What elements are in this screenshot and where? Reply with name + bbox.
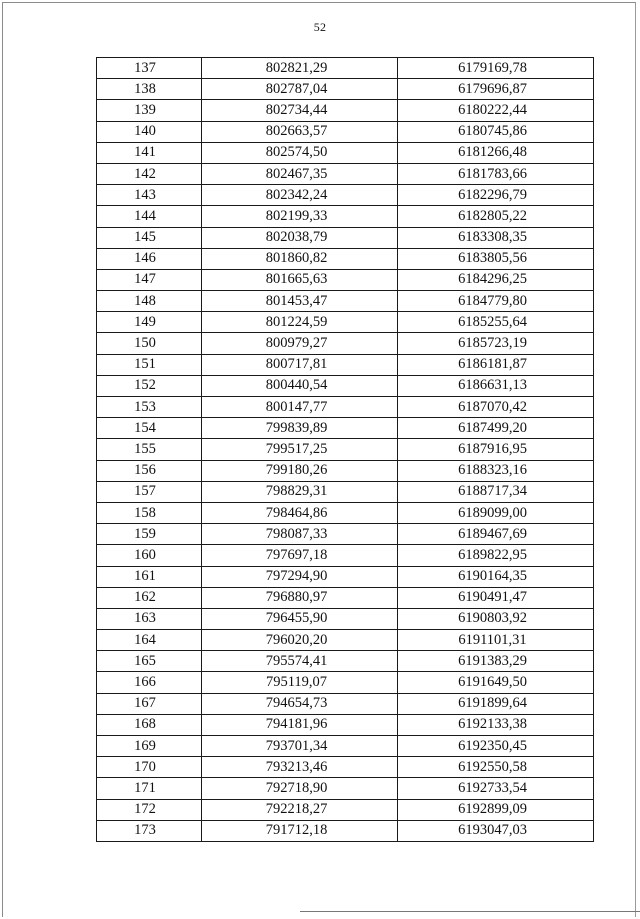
y-coordinate-cell: 6190164,35 [398, 566, 594, 587]
point-number-cell: 160 [97, 545, 202, 566]
y-coordinate-cell: 6189822,95 [398, 545, 594, 566]
y-coordinate-cell: 6187916,95 [398, 439, 594, 460]
y-coordinate-cell: 6181266,48 [398, 142, 594, 163]
x-coordinate-cell: 802574,50 [202, 142, 398, 163]
x-coordinate-cell: 800147,77 [202, 397, 398, 418]
y-coordinate-cell: 6191101,31 [398, 630, 594, 651]
point-number-cell: 150 [97, 333, 202, 354]
table-row [97, 820, 594, 841]
page-number: 52 [313, 20, 327, 34]
point-number-cell: 140 [97, 121, 202, 142]
y-coordinate-cell: 6189467,69 [398, 524, 594, 545]
point-number-cell: 147 [97, 269, 202, 290]
x-coordinate-cell: 801665,63 [202, 269, 398, 290]
table-row [97, 163, 594, 184]
point-number-cell: 172 [97, 799, 202, 820]
point-number-cell: 166 [97, 672, 202, 693]
table-row [97, 778, 594, 799]
point-number-cell: 158 [97, 502, 202, 523]
table-row [97, 312, 594, 333]
y-coordinate-cell: 6192899,09 [398, 799, 594, 820]
x-coordinate-cell: 796455,90 [202, 608, 398, 629]
table-row [97, 206, 594, 227]
x-coordinate-cell: 802199,33 [202, 206, 398, 227]
table-row [97, 354, 594, 375]
y-coordinate-cell: 6186631,13 [398, 375, 594, 396]
x-coordinate-cell: 796020,20 [202, 630, 398, 651]
y-coordinate-cell: 6191649,50 [398, 672, 594, 693]
point-number-cell: 151 [97, 354, 202, 375]
y-coordinate-cell: 6192350,45 [398, 736, 594, 757]
x-coordinate-cell: 796880,97 [202, 587, 398, 608]
table-row [97, 460, 594, 481]
y-coordinate-cell: 6189099,00 [398, 502, 594, 523]
table-row [97, 608, 594, 629]
y-coordinate-cell: 6192733,54 [398, 778, 594, 799]
x-coordinate-cell: 798087,33 [202, 524, 398, 545]
point-number-cell: 167 [97, 693, 202, 714]
y-coordinate-cell: 6191899,64 [398, 693, 594, 714]
bottom-rule [300, 911, 640, 912]
x-coordinate-cell: 793701,34 [202, 736, 398, 757]
table-row [97, 651, 594, 672]
table-row [97, 79, 594, 100]
table-row [97, 757, 594, 778]
point-number-cell: 159 [97, 524, 202, 545]
point-number-cell: 157 [97, 481, 202, 502]
y-coordinate-cell: 6183805,56 [398, 248, 594, 269]
point-number-cell: 139 [97, 100, 202, 121]
y-coordinate-cell: 6184779,80 [398, 291, 594, 312]
point-number-cell: 156 [97, 460, 202, 481]
table-row [97, 100, 594, 121]
table-row [97, 185, 594, 206]
point-number-cell: 137 [97, 58, 202, 79]
table-row [97, 799, 594, 820]
table-row [97, 142, 594, 163]
x-coordinate-cell: 799180,26 [202, 460, 398, 481]
table-row [97, 121, 594, 142]
y-coordinate-cell: 6188323,16 [398, 460, 594, 481]
point-number-cell: 162 [97, 587, 202, 608]
x-coordinate-cell: 802821,29 [202, 58, 398, 79]
x-coordinate-cell: 799839,89 [202, 418, 398, 439]
x-coordinate-cell: 793213,46 [202, 757, 398, 778]
point-number-cell: 171 [97, 778, 202, 799]
x-coordinate-cell: 801860,82 [202, 248, 398, 269]
y-coordinate-cell: 6185723,19 [398, 333, 594, 354]
table-row [97, 269, 594, 290]
y-coordinate-cell: 6183308,35 [398, 227, 594, 248]
coordinates-table [96, 57, 594, 842]
x-coordinate-cell: 797697,18 [202, 545, 398, 566]
table-row [97, 397, 594, 418]
y-coordinate-cell: 6192550,58 [398, 757, 594, 778]
y-coordinate-cell: 6180222,44 [398, 100, 594, 121]
x-coordinate-cell: 795119,07 [202, 672, 398, 693]
table-row [97, 693, 594, 714]
y-coordinate-cell: 6185255,64 [398, 312, 594, 333]
point-number-cell: 169 [97, 736, 202, 757]
x-coordinate-cell: 798829,31 [202, 481, 398, 502]
y-coordinate-cell: 6188717,34 [398, 481, 594, 502]
x-coordinate-cell: 802663,57 [202, 121, 398, 142]
point-number-cell: 153 [97, 397, 202, 418]
coordinates-table-body [97, 58, 594, 842]
table-row [97, 375, 594, 396]
point-number-cell: 141 [97, 142, 202, 163]
y-coordinate-cell: 6190491,47 [398, 587, 594, 608]
point-number-cell: 165 [97, 651, 202, 672]
y-coordinate-cell: 6179696,87 [398, 79, 594, 100]
x-coordinate-cell: 800717,81 [202, 354, 398, 375]
x-coordinate-cell: 800440,54 [202, 375, 398, 396]
point-number-cell: 161 [97, 566, 202, 587]
x-coordinate-cell: 801224,59 [202, 312, 398, 333]
table-row [97, 227, 594, 248]
y-coordinate-cell: 6187499,20 [398, 418, 594, 439]
point-number-cell: 143 [97, 185, 202, 206]
y-coordinate-cell: 6181783,66 [398, 163, 594, 184]
table-row [97, 545, 594, 566]
x-coordinate-cell: 800979,27 [202, 333, 398, 354]
point-number-cell: 155 [97, 439, 202, 460]
point-number-cell: 152 [97, 375, 202, 396]
y-coordinate-cell: 6192133,38 [398, 714, 594, 735]
x-coordinate-cell: 802734,44 [202, 100, 398, 121]
y-coordinate-cell: 6190803,92 [398, 608, 594, 629]
point-number-cell: 168 [97, 714, 202, 735]
point-number-cell: 144 [97, 206, 202, 227]
point-number-cell: 154 [97, 418, 202, 439]
point-number-cell: 146 [97, 248, 202, 269]
point-number-cell: 148 [97, 291, 202, 312]
table-row [97, 714, 594, 735]
y-coordinate-cell: 6182296,79 [398, 185, 594, 206]
y-coordinate-cell: 6179169,78 [398, 58, 594, 79]
x-coordinate-cell: 792718,90 [202, 778, 398, 799]
point-number-cell: 163 [97, 608, 202, 629]
x-coordinate-cell: 802038,79 [202, 227, 398, 248]
x-coordinate-cell: 802467,35 [202, 163, 398, 184]
table-row [97, 524, 594, 545]
table-row [97, 502, 594, 523]
y-coordinate-cell: 6180745,86 [398, 121, 594, 142]
table-row [97, 418, 594, 439]
table-row [97, 566, 594, 587]
x-coordinate-cell: 792218,27 [202, 799, 398, 820]
table-row [97, 587, 594, 608]
x-coordinate-cell: 798464,86 [202, 502, 398, 523]
table-row [97, 481, 594, 502]
x-coordinate-cell: 794654,73 [202, 693, 398, 714]
table-row [97, 291, 594, 312]
point-number-cell: 173 [97, 820, 202, 841]
table-row [97, 439, 594, 460]
table-row [97, 248, 594, 269]
table-row [97, 58, 594, 79]
table-row [97, 672, 594, 693]
y-coordinate-cell: 6186181,87 [398, 354, 594, 375]
table-row [97, 333, 594, 354]
x-coordinate-cell: 794181,96 [202, 714, 398, 735]
y-coordinate-cell: 6193047,03 [398, 820, 594, 841]
x-coordinate-cell: 801453,47 [202, 291, 398, 312]
x-coordinate-cell: 799517,25 [202, 439, 398, 460]
y-coordinate-cell: 6191383,29 [398, 651, 594, 672]
point-number-cell: 149 [97, 312, 202, 333]
x-coordinate-cell: 795574,41 [202, 651, 398, 672]
y-coordinate-cell: 6187070,42 [398, 397, 594, 418]
table-row [97, 736, 594, 757]
x-coordinate-cell: 791712,18 [202, 820, 398, 841]
y-coordinate-cell: 6182805,22 [398, 206, 594, 227]
x-coordinate-cell: 797294,90 [202, 566, 398, 587]
point-number-cell: 145 [97, 227, 202, 248]
table-row [97, 630, 594, 651]
y-coordinate-cell: 6184296,25 [398, 269, 594, 290]
point-number-cell: 164 [97, 630, 202, 651]
point-number-cell: 142 [97, 163, 202, 184]
x-coordinate-cell: 802342,24 [202, 185, 398, 206]
point-number-cell: 170 [97, 757, 202, 778]
point-number-cell: 138 [97, 79, 202, 100]
x-coordinate-cell: 802787,04 [202, 79, 398, 100]
